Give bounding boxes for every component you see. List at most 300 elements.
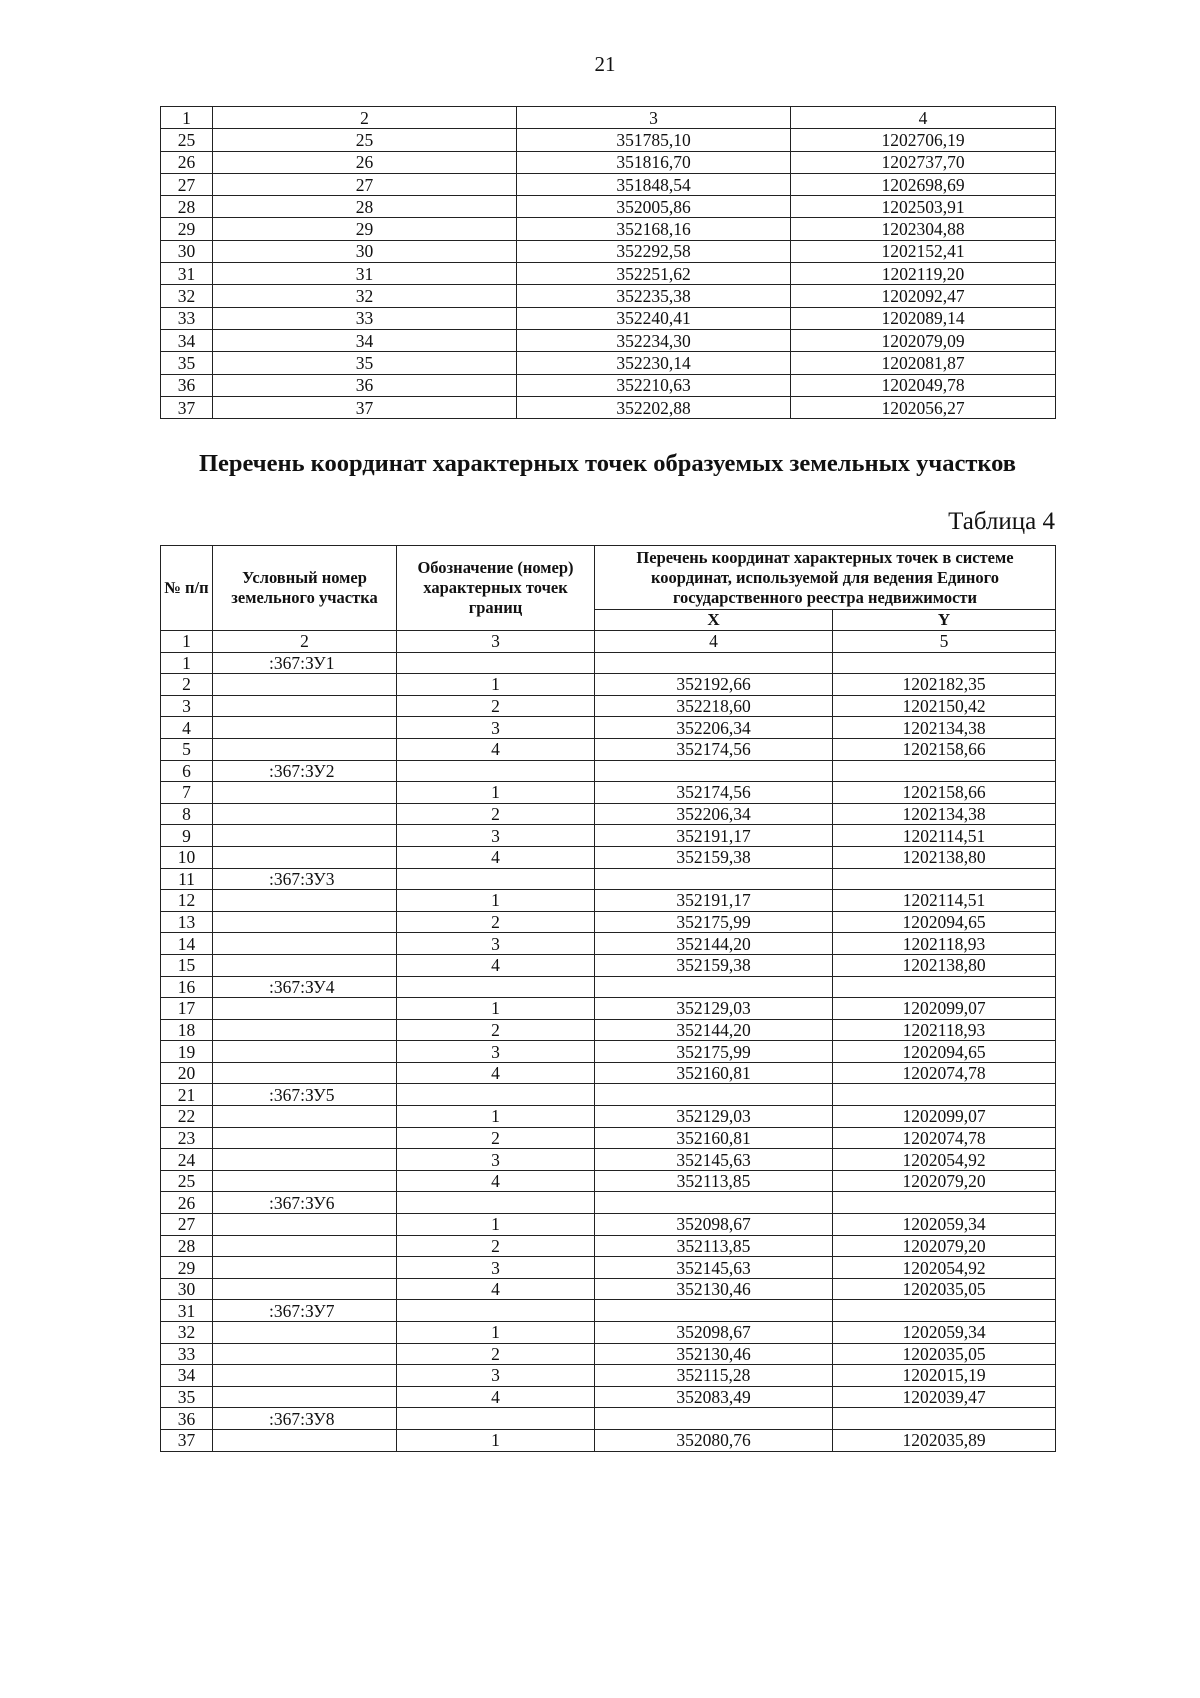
plot-number-cell xyxy=(213,911,397,933)
x-coordinate-cell: 352160,81 xyxy=(595,1127,833,1149)
table2-header-row xyxy=(161,546,1056,610)
x-coordinate-cell: 352129,03 xyxy=(595,1106,833,1128)
table-row xyxy=(161,695,1056,717)
point-number-cell: 37 xyxy=(213,396,517,418)
y-coordinate-cell: 1202158,66 xyxy=(833,782,1056,804)
plot-number-cell xyxy=(213,1235,397,1257)
point-number-cell: 31 xyxy=(213,263,517,285)
point-designation-cell: 4 xyxy=(397,954,595,976)
x-coordinate-cell: 352144,20 xyxy=(595,1019,833,1041)
header-point-designation: Обозначение (номер) характерных точек границ xyxy=(397,546,595,631)
x-coordinate-cell: 352251,62 xyxy=(517,263,791,285)
x-coordinate-cell: 352235,38 xyxy=(517,285,791,307)
point-designation-cell: 1 xyxy=(397,998,595,1020)
table-row xyxy=(161,1257,1056,1279)
plot-number-cell xyxy=(213,933,397,955)
y-coordinate-cell: 1202152,41 xyxy=(791,240,1056,262)
x-coordinate-cell: 352160,81 xyxy=(595,1062,833,1084)
y-coordinate-cell: 1202056,27 xyxy=(791,396,1056,418)
x-coordinate-cell: 352174,56 xyxy=(595,782,833,804)
plot-number-cell xyxy=(213,1062,397,1084)
x-coordinate-cell: 352240,41 xyxy=(517,307,791,329)
point-designation-cell xyxy=(397,652,595,674)
point-designation-cell xyxy=(397,868,595,890)
row-number-cell: 37 xyxy=(161,1429,213,1451)
row-number-cell: 29 xyxy=(161,1257,213,1279)
row-number-cell: 35 xyxy=(161,1386,213,1408)
row-number-cell: 26 xyxy=(161,1192,213,1214)
point-number-cell: 28 xyxy=(213,196,517,218)
row-number-cell: 19 xyxy=(161,1041,213,1063)
y-coordinate-cell: 1202059,34 xyxy=(833,1322,1056,1344)
point-designation-cell: 2 xyxy=(397,911,595,933)
point-designation-cell: 4 xyxy=(397,738,595,760)
point-number-cell: 33 xyxy=(213,307,517,329)
point-designation-cell: 1 xyxy=(397,782,595,804)
row-number-cell: 20 xyxy=(161,1062,213,1084)
y-coordinate-cell: 1202035,89 xyxy=(833,1429,1056,1451)
point-number-cell: 29 xyxy=(213,218,517,240)
table-row xyxy=(161,652,1056,674)
table-row xyxy=(161,846,1056,868)
x-coordinate-cell: 352098,67 xyxy=(595,1322,833,1344)
row-number-cell: 26 xyxy=(161,151,213,173)
table-row xyxy=(161,1149,1056,1171)
table-row xyxy=(161,738,1056,760)
point-designation-cell xyxy=(397,976,595,998)
x-coordinate-cell: 352129,03 xyxy=(595,998,833,1020)
table-row xyxy=(161,173,1056,195)
plot-number-cell xyxy=(213,674,397,696)
plot-number-cell: :367:ЗУ4 xyxy=(213,976,397,998)
table-row xyxy=(161,196,1056,218)
point-designation-cell: 3 xyxy=(397,1365,595,1387)
y-coordinate-cell: 1202081,87 xyxy=(791,352,1056,374)
x-coordinate-cell xyxy=(595,868,833,890)
row-number-cell: 32 xyxy=(161,1322,213,1344)
point-designation-cell: 2 xyxy=(397,695,595,717)
table-row xyxy=(161,352,1056,374)
row-number-cell: 3 xyxy=(161,695,213,717)
plot-number-cell xyxy=(213,1019,397,1041)
y-coordinate-cell: 1202698,69 xyxy=(791,173,1056,195)
table1-header-cell: 3 xyxy=(517,107,791,129)
x-coordinate-cell: 352159,38 xyxy=(595,846,833,868)
row-number-cell: 6 xyxy=(161,760,213,782)
plot-number-cell xyxy=(213,1343,397,1365)
plot-number-cell: :367:ЗУ5 xyxy=(213,1084,397,1106)
x-coordinate-cell: 352206,34 xyxy=(595,717,833,739)
row-number-cell: 25 xyxy=(161,129,213,151)
row-number-cell: 10 xyxy=(161,846,213,868)
row-number-cell: 33 xyxy=(161,1343,213,1365)
point-designation-cell: 1 xyxy=(397,1214,595,1236)
row-number-cell: 24 xyxy=(161,1149,213,1171)
x-coordinate-cell: 352210,63 xyxy=(517,374,791,396)
table-row xyxy=(161,1062,1056,1084)
table-row xyxy=(161,674,1056,696)
point-designation-cell: 3 xyxy=(397,933,595,955)
y-coordinate-cell xyxy=(833,1408,1056,1430)
x-coordinate-cell: 352130,46 xyxy=(595,1278,833,1300)
table1-header-cell: 2 xyxy=(213,107,517,129)
plot-number-cell xyxy=(213,695,397,717)
y-coordinate-cell xyxy=(833,760,1056,782)
plot-number-cell: :367:ЗУ2 xyxy=(213,760,397,782)
y-coordinate-cell xyxy=(833,868,1056,890)
table-row xyxy=(161,933,1056,955)
y-coordinate-cell: 1202035,05 xyxy=(833,1343,1056,1365)
plot-number-cell xyxy=(213,1365,397,1387)
header-row-number: № п/п xyxy=(161,546,213,631)
point-designation-cell: 4 xyxy=(397,1170,595,1192)
plot-number-cell xyxy=(213,1322,397,1344)
row-number-cell: 37 xyxy=(161,396,213,418)
x-coordinate-cell: 352191,17 xyxy=(595,825,833,847)
point-number-cell: 26 xyxy=(213,151,517,173)
y-coordinate-cell: 1202119,20 xyxy=(791,263,1056,285)
table-row xyxy=(161,1408,1056,1430)
x-coordinate-cell xyxy=(595,652,833,674)
x-coordinate-cell: 352144,20 xyxy=(595,933,833,955)
table-row xyxy=(161,998,1056,1020)
row-number-cell: 22 xyxy=(161,1106,213,1128)
x-coordinate-cell: 352292,58 xyxy=(517,240,791,262)
point-designation-cell xyxy=(397,1300,595,1322)
plot-number-cell xyxy=(213,738,397,760)
x-coordinate-cell xyxy=(595,760,833,782)
row-number-cell: 35 xyxy=(161,352,213,374)
table1-column-numbering-row xyxy=(161,107,1056,129)
point-designation-cell: 3 xyxy=(397,1257,595,1279)
page-number: 21 xyxy=(594,52,616,76)
row-number-cell: 9 xyxy=(161,825,213,847)
x-coordinate-cell: 352145,63 xyxy=(595,1257,833,1279)
x-coordinate-cell: 352175,99 xyxy=(595,911,833,933)
row-number-cell: 28 xyxy=(161,1235,213,1257)
x-coordinate-cell xyxy=(595,1408,833,1430)
plot-number-cell xyxy=(213,825,397,847)
table-row xyxy=(161,976,1056,998)
plot-number-cell xyxy=(213,1106,397,1128)
table-row xyxy=(161,825,1056,847)
row-number-cell: 34 xyxy=(161,329,213,351)
x-coordinate-cell: 352130,46 xyxy=(595,1343,833,1365)
row-number-cell: 27 xyxy=(161,173,213,195)
table-row xyxy=(161,890,1056,912)
header-plot-number: Условный номер земельного участка xyxy=(213,546,397,631)
table2-header xyxy=(161,546,1056,631)
row-number-cell: 8 xyxy=(161,803,213,825)
row-number-cell: 32 xyxy=(161,285,213,307)
plot-number-cell: :367:ЗУ1 xyxy=(213,652,397,674)
row-number-cell: 31 xyxy=(161,1300,213,1322)
y-coordinate-cell: 1202706,19 xyxy=(791,129,1056,151)
row-number-cell: 34 xyxy=(161,1365,213,1387)
point-number-cell: 30 xyxy=(213,240,517,262)
row-number-cell: 21 xyxy=(161,1084,213,1106)
plot-number-cell xyxy=(213,998,397,1020)
y-coordinate-cell xyxy=(833,1192,1056,1214)
y-coordinate-cell: 1202054,92 xyxy=(833,1149,1056,1171)
point-designation-cell xyxy=(397,760,595,782)
row-number-cell: 30 xyxy=(161,240,213,262)
y-coordinate-cell: 1202089,14 xyxy=(791,307,1056,329)
section-heading: Перечень координат характерных точек образуемых земельных участков xyxy=(198,450,1017,477)
row-number-cell: 17 xyxy=(161,998,213,1020)
table-row xyxy=(161,285,1056,307)
point-designation-cell: 1 xyxy=(397,1429,595,1451)
row-number-cell: 14 xyxy=(161,933,213,955)
y-coordinate-cell: 1202737,70 xyxy=(791,151,1056,173)
coordinates-table-continued xyxy=(160,106,1056,419)
row-number-cell: 30 xyxy=(161,1278,213,1300)
point-number-cell: 32 xyxy=(213,285,517,307)
plot-number-cell xyxy=(213,846,397,868)
table-row xyxy=(161,1019,1056,1041)
table2-numbering-cell: 3 xyxy=(397,631,595,653)
table2-numbering-cell: 4 xyxy=(595,631,833,653)
table-row xyxy=(161,1300,1056,1322)
x-coordinate-cell: 351816,70 xyxy=(517,151,791,173)
x-coordinate-cell: 352115,28 xyxy=(595,1365,833,1387)
y-coordinate-cell: 1202079,20 xyxy=(833,1170,1056,1192)
point-designation-cell: 2 xyxy=(397,1235,595,1257)
y-coordinate-cell: 1202094,65 xyxy=(833,911,1056,933)
table-row xyxy=(161,1192,1056,1214)
row-number-cell: 4 xyxy=(161,717,213,739)
y-coordinate-cell: 1202134,38 xyxy=(833,803,1056,825)
row-number-cell: 23 xyxy=(161,1127,213,1149)
table-row xyxy=(161,1278,1056,1300)
y-coordinate-cell: 1202150,42 xyxy=(833,695,1056,717)
x-coordinate-cell: 352005,86 xyxy=(517,196,791,218)
point-designation-cell: 3 xyxy=(397,717,595,739)
y-coordinate-cell: 1202138,80 xyxy=(833,954,1056,976)
header-x: X xyxy=(595,610,833,631)
plot-number-cell xyxy=(213,1170,397,1192)
table-row xyxy=(161,1235,1056,1257)
table-row xyxy=(161,760,1056,782)
point-designation-cell: 1 xyxy=(397,1106,595,1128)
point-designation-cell: 2 xyxy=(397,1019,595,1041)
point-designation-cell: 3 xyxy=(397,1149,595,1171)
x-coordinate-cell: 352113,85 xyxy=(595,1235,833,1257)
y-coordinate-cell: 1202158,66 xyxy=(833,738,1056,760)
point-designation-cell: 1 xyxy=(397,890,595,912)
y-coordinate-cell: 1202079,09 xyxy=(791,329,1056,351)
y-coordinate-cell: 1202094,65 xyxy=(833,1041,1056,1063)
table-row xyxy=(161,1127,1056,1149)
row-number-cell: 31 xyxy=(161,263,213,285)
table-row xyxy=(161,240,1056,262)
row-number-cell: 36 xyxy=(161,374,213,396)
x-coordinate-cell: 352080,76 xyxy=(595,1429,833,1451)
x-coordinate-cell xyxy=(595,1300,833,1322)
table-caption: Таблица 4 xyxy=(948,508,1055,535)
y-coordinate-cell: 1202114,51 xyxy=(833,825,1056,847)
x-coordinate-cell: 352191,17 xyxy=(595,890,833,912)
row-number-cell: 13 xyxy=(161,911,213,933)
point-number-cell: 34 xyxy=(213,329,517,351)
y-coordinate-cell: 1202035,05 xyxy=(833,1278,1056,1300)
x-coordinate-cell: 352175,99 xyxy=(595,1041,833,1063)
point-number-cell: 27 xyxy=(213,173,517,195)
table-row xyxy=(161,1084,1056,1106)
y-coordinate-cell: 1202503,91 xyxy=(791,196,1056,218)
plot-number-cell xyxy=(213,782,397,804)
y-coordinate-cell: 1202304,88 xyxy=(791,218,1056,240)
x-coordinate-cell: 352174,56 xyxy=(595,738,833,760)
point-designation-cell: 1 xyxy=(397,674,595,696)
plot-number-cell xyxy=(213,1214,397,1236)
table1-body xyxy=(161,107,1056,419)
plot-number-cell xyxy=(213,954,397,976)
table-row xyxy=(161,263,1056,285)
point-designation-cell xyxy=(397,1192,595,1214)
y-coordinate-cell: 1202099,07 xyxy=(833,1106,1056,1128)
plot-number-cell xyxy=(213,1386,397,1408)
x-coordinate-cell: 352098,67 xyxy=(595,1214,833,1236)
table-row xyxy=(161,1365,1056,1387)
x-coordinate-cell: 352145,63 xyxy=(595,1149,833,1171)
plot-number-cell xyxy=(213,890,397,912)
header-coordinates-group: Перечень координат характерных точек в системе координат, используемой для ведения Единого государственного реестра недвижимости xyxy=(595,546,1056,610)
y-coordinate-cell: 1202074,78 xyxy=(833,1127,1056,1149)
point-designation-cell: 4 xyxy=(397,1386,595,1408)
x-coordinate-cell: 352113,85 xyxy=(595,1170,833,1192)
y-coordinate-cell xyxy=(833,652,1056,674)
row-number-cell: 1 xyxy=(161,652,213,674)
table-row xyxy=(161,911,1056,933)
y-coordinate-cell xyxy=(833,1300,1056,1322)
plot-number-cell xyxy=(213,1127,397,1149)
formed-plots-coordinates-table xyxy=(160,545,1056,1452)
table-row xyxy=(161,717,1056,739)
table-row xyxy=(161,1106,1056,1128)
y-coordinate-cell: 1202118,93 xyxy=(833,1019,1056,1041)
y-coordinate-cell: 1202114,51 xyxy=(833,890,1056,912)
y-coordinate-cell xyxy=(833,976,1056,998)
y-coordinate-cell: 1202039,47 xyxy=(833,1386,1056,1408)
x-coordinate-cell xyxy=(595,976,833,998)
table-row xyxy=(161,954,1056,976)
plot-number-cell: :367:ЗУ3 xyxy=(213,868,397,890)
row-number-cell: 28 xyxy=(161,196,213,218)
table1-header-cell: 4 xyxy=(791,107,1056,129)
y-coordinate-cell: 1202182,35 xyxy=(833,674,1056,696)
table2-numbering-cell: 1 xyxy=(161,631,213,653)
plot-number-cell: :367:ЗУ7 xyxy=(213,1300,397,1322)
plot-number-cell xyxy=(213,803,397,825)
point-number-cell: 36 xyxy=(213,374,517,396)
y-coordinate-cell: 1202092,47 xyxy=(791,285,1056,307)
y-coordinate-cell: 1202134,38 xyxy=(833,717,1056,739)
table-row xyxy=(161,1170,1056,1192)
y-coordinate-cell: 1202074,78 xyxy=(833,1062,1056,1084)
point-designation-cell: 2 xyxy=(397,803,595,825)
table-row xyxy=(161,1322,1056,1344)
row-number-cell: 25 xyxy=(161,1170,213,1192)
point-designation-cell: 4 xyxy=(397,846,595,868)
y-coordinate-cell: 1202015,19 xyxy=(833,1365,1056,1387)
row-number-cell: 18 xyxy=(161,1019,213,1041)
table2-numbering-cell: 5 xyxy=(833,631,1056,653)
x-coordinate-cell: 352202,88 xyxy=(517,396,791,418)
table-row xyxy=(161,218,1056,240)
row-number-cell: 5 xyxy=(161,738,213,760)
point-designation-cell: 2 xyxy=(397,1343,595,1365)
row-number-cell: 29 xyxy=(161,218,213,240)
table-row xyxy=(161,1214,1056,1236)
row-number-cell: 12 xyxy=(161,890,213,912)
table2-numbering-cell: 2 xyxy=(213,631,397,653)
y-coordinate-cell xyxy=(833,1084,1056,1106)
x-coordinate-cell: 352083,49 xyxy=(595,1386,833,1408)
y-coordinate-cell: 1202138,80 xyxy=(833,846,1056,868)
plot-number-cell xyxy=(213,1041,397,1063)
plot-number-cell xyxy=(213,1149,397,1171)
table2-body xyxy=(161,631,1056,1452)
point-designation-cell: 4 xyxy=(397,1062,595,1084)
x-coordinate-cell: 352234,30 xyxy=(517,329,791,351)
row-number-cell: 7 xyxy=(161,782,213,804)
x-coordinate-cell xyxy=(595,1084,833,1106)
table-row xyxy=(161,307,1056,329)
row-number-cell: 33 xyxy=(161,307,213,329)
table-row xyxy=(161,868,1056,890)
x-coordinate-cell: 352168,16 xyxy=(517,218,791,240)
point-number-cell: 25 xyxy=(213,129,517,151)
point-designation-cell xyxy=(397,1408,595,1430)
row-number-cell: 2 xyxy=(161,674,213,696)
y-coordinate-cell: 1202049,78 xyxy=(791,374,1056,396)
table2-column-numbering-row xyxy=(161,631,1056,653)
plot-number-cell xyxy=(213,1257,397,1279)
y-coordinate-cell: 1202118,93 xyxy=(833,933,1056,955)
row-number-cell: 15 xyxy=(161,954,213,976)
x-coordinate-cell: 352218,60 xyxy=(595,695,833,717)
table-row xyxy=(161,1386,1056,1408)
x-coordinate-cell xyxy=(595,1192,833,1214)
point-designation-cell xyxy=(397,1084,595,1106)
plot-number-cell xyxy=(213,1429,397,1451)
row-number-cell: 11 xyxy=(161,868,213,890)
x-coordinate-cell: 352192,66 xyxy=(595,674,833,696)
plot-number-cell: :367:ЗУ6 xyxy=(213,1192,397,1214)
row-number-cell: 27 xyxy=(161,1214,213,1236)
point-designation-cell: 3 xyxy=(397,1041,595,1063)
x-coordinate-cell: 351785,10 xyxy=(517,129,791,151)
row-number-cell: 36 xyxy=(161,1408,213,1430)
table-row xyxy=(161,1041,1056,1063)
table-row xyxy=(161,151,1056,173)
point-designation-cell: 1 xyxy=(397,1322,595,1344)
plot-number-cell xyxy=(213,717,397,739)
table-row xyxy=(161,396,1056,418)
y-coordinate-cell: 1202059,34 xyxy=(833,1214,1056,1236)
point-designation-cell: 2 xyxy=(397,1127,595,1149)
table-row xyxy=(161,329,1056,351)
y-coordinate-cell: 1202079,20 xyxy=(833,1235,1056,1257)
table-row xyxy=(161,803,1056,825)
table1-header-cell: 1 xyxy=(161,107,213,129)
table-row xyxy=(161,374,1056,396)
table-row xyxy=(161,782,1056,804)
plot-number-cell: :367:ЗУ8 xyxy=(213,1408,397,1430)
x-coordinate-cell: 352230,14 xyxy=(517,352,791,374)
y-coordinate-cell: 1202099,07 xyxy=(833,998,1056,1020)
